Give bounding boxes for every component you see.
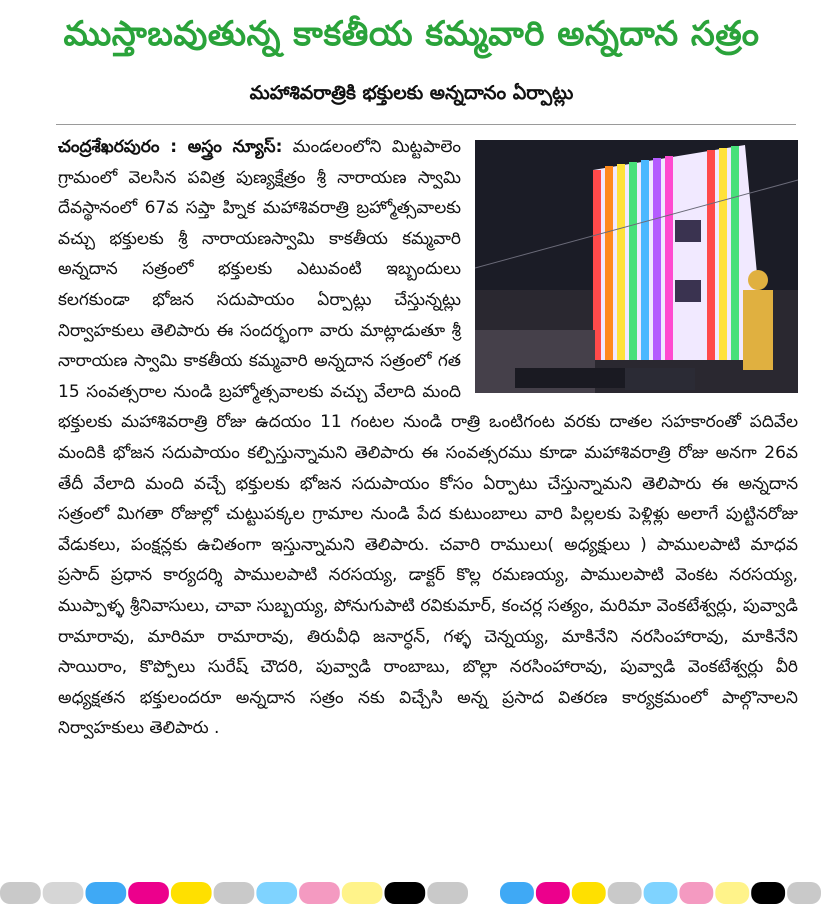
color-swatch: [787, 882, 821, 904]
article-text: మండలంలోని మిట్టపాలెం గ్రామంలో వెలసిన పవిత్ర పుణ్యక్షేత్రం శ్రీ నారాయణ స్వామి దేవస్థానంలో 67వ సప్తా హ్నిక మహాశివరాత్రి బ్రహ్మోత్సవాలకు వచ్చు భక్తులకు శ్రీ నారాయణస్వామి కాకతీయ కమ్మవారి అన్నదాన సత్రంలో భక్తులకు ఎటువంటి ఇబ్బందులు కలగకుండా భోజన సదుపాయం ఏర్పాట్లు చేస్తున్నట్లు నిర్వాహకులు తెలిపారు ఈ సందర్భంగా వారు మాట్లాడుతూ శ్రీ నారాయణ స్వామి కాకతీయ కమ్మవారి అన్నదాన సత్రంలో గత 15 సంవత్సరాల నుండి బ్రహ్మోత్సవాలకు వచ్చు వేలాది మంది భక్తులకు మహాశివరాత్రి రోజు ఉదయం 11 గంటల నుండి రాత్రి ఒంటిగంట వరకు దాతల సహకారంతో పదివేల మందికి భోజన సదుపాయం కల్పిస్తున్నామని తెలిపారు ఈ సంవత్సరము కూడా మహాశివరాత్రి రోజు అనగా 26వ తేదీ వేలాది మంది వచ్చే భక్తులకు భోజన సదుపాయం కోసం ఏర్పాటు చేస్తున్నామని తెలిపారు ఈ అన్నదాన సత్రంలో మిగతా రోజుల్లో చుట్టుపక్కల గ్రామాల నుండి పేద కుటుంబాలు వారి పిల్లలకు పెళ్లిళ్లు అలాగే పుట్టినరోజు వేడుకలు, పంక్షన్లకు ఉచితంగా ఇస్తున్నామని తెలిపారు. చవారి రాములు( అధ్యక్షులు ) పాములపాటి మాధవ ప్రసాద్ ప్రధాన కార్యదర్శి పాములపాటి నరసయ్య, డాక్టర్ కొల్ల రమణయ్య, పాములపాటి వెంకట నరసయ్య, ముప్పాళ్ళ శ్రీనివాసులు, చావా సుబ్బయ్య, పోనుగుపాటి రవికుమార్, కంచర్ల సత్యం, మరిమా వెంకటేశ్వర్లు, పువ్వాడి రామారావు, మారిమా రామారావు, తిరువీధి జనార్ధన్, గళ్ళ చెన్నయ్య, మాకినేని నరసింహారావు, మాకినేని సాయిరాం, కొప్పోలు సురేష్ చౌదరి, పువ్వాడి రాంబాబు, బొల్లా నరసింహారావు, పువ్వాడి వెంకటేశ్వర్లు వీరి అధ్యక్షతన భక్తులందరూ అన్నదాన సత్రం నకు విచ్చేసి అన్న ప్రసాద వితరణ కార్యక్రమంలో పాల్గొనాలని నిర్వాహకులు తెలిపారు .: [58, 137, 798, 739]
divider-rule: [56, 124, 796, 125]
article-body: [58, 132, 798, 744]
color-swatch: [128, 882, 169, 904]
byline: చంద్రశేఖరపురం : అస్త్రం న్యూస్:: [58, 137, 283, 157]
color-swatch: [385, 882, 426, 904]
color-swatch: [679, 882, 713, 904]
color-swatch: [715, 882, 749, 904]
color-swatch: [43, 882, 84, 904]
headline: ముస్తాబవుతున్న కాకతీయ కమ్మవారి అన్నదాన సత్రం: [63, 14, 760, 54]
color-swatch: [536, 882, 570, 904]
color-swatch: [751, 882, 785, 904]
subheadline: మహాశివరాత్రికి భక్తులకు అన్నదానం ఏర్పాట్లు: [249, 82, 574, 104]
color-swatch: [644, 882, 678, 904]
color-swatch: [299, 882, 340, 904]
color-swatch: [86, 882, 127, 904]
color-swatch: [171, 882, 212, 904]
color-swatch: [500, 882, 534, 904]
color-swatch: [256, 882, 297, 904]
color-swatch: [214, 882, 255, 904]
print-registration-strip: [0, 878, 823, 908]
color-swatch: [427, 882, 468, 904]
registration-swatches-right: [500, 882, 821, 904]
illuminated-building-image: [475, 140, 798, 393]
registration-swatches-left: [0, 882, 468, 904]
color-swatch: [608, 882, 642, 904]
color-swatch: [572, 882, 606, 904]
color-swatch: [0, 882, 41, 904]
temple-building-photo: [475, 140, 798, 393]
color-swatch: [342, 882, 383, 904]
